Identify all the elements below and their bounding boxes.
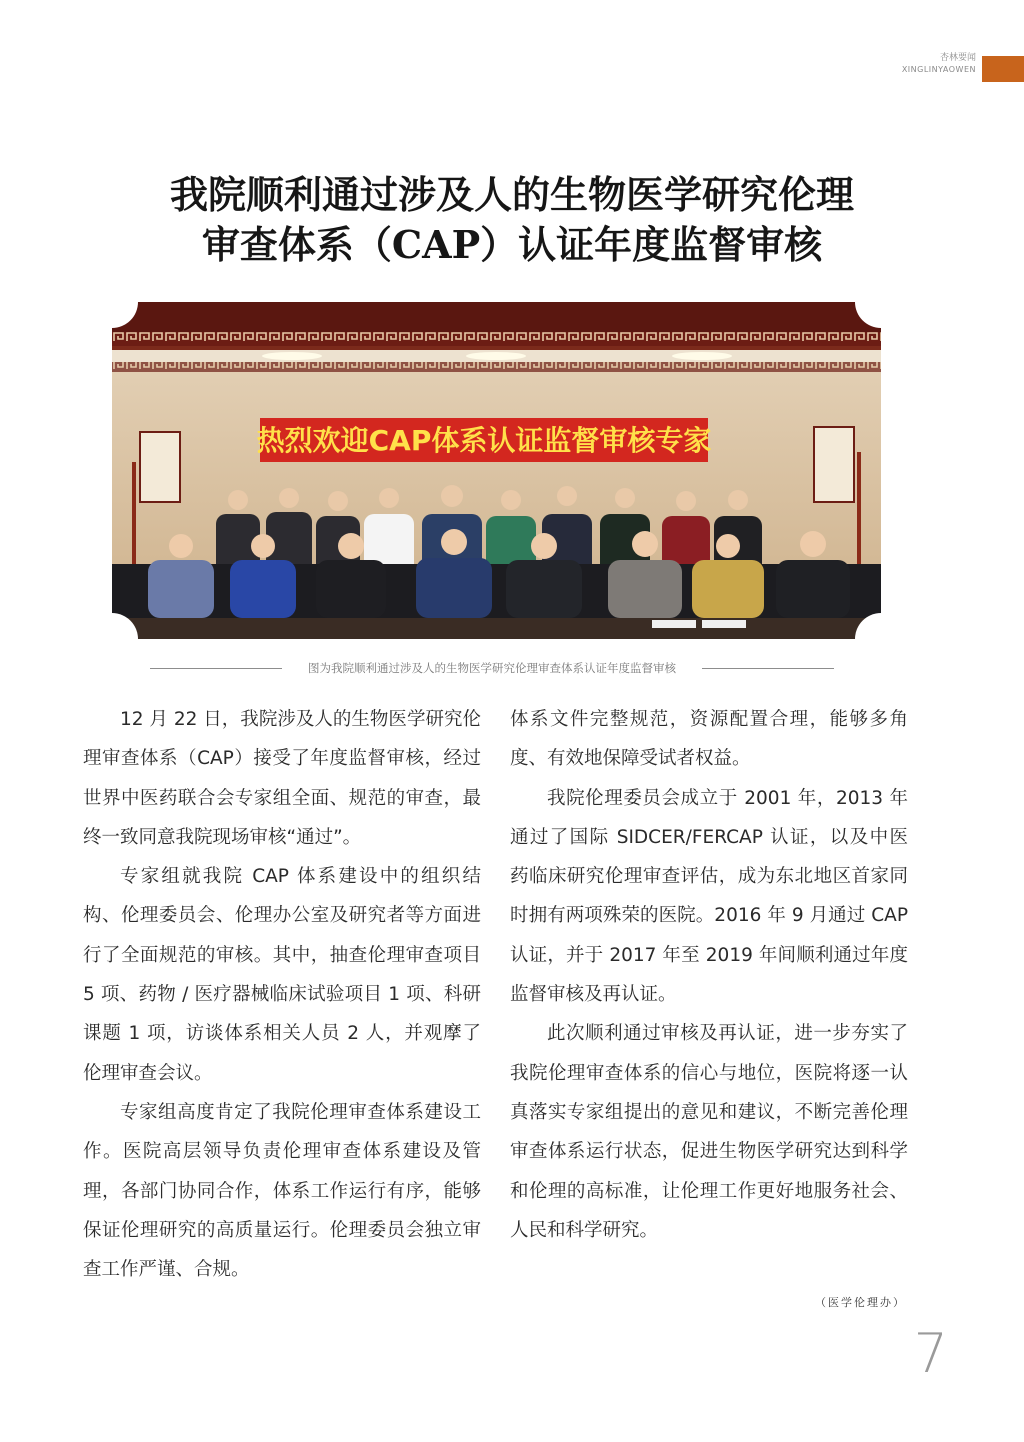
paragraph: 12 月 22 日，我院涉及人的生物医学研究伦理审查体系（CAP）接受了年度监督审核，经过世界中医药联合会专家组全面、规范的审查，最终一致同意我院现场审核“通过”。 xyxy=(83,709,481,848)
paragraph-continued: 体系文件完整规范，资源配置合理，能够多角度、有效地保障受试者权益。 xyxy=(510,709,908,770)
page-number: 7 xyxy=(913,1322,948,1385)
section-accent-bar xyxy=(982,56,1024,82)
caption-rule-right xyxy=(702,668,834,669)
banner-text: 热烈欢迎CAP体系认证监督审核专家 xyxy=(256,424,712,457)
caption-text: 图为我院顺利通过涉及人的生物医学研究伦理审查体系认证年度监督审核 xyxy=(308,661,676,675)
paragraph: 专家组就我院 CAP 体系建设中的组织结构、伦理委员会、伦理办公室及研究者等方面进行了全面规范的审核。其中，抽查伦理审查项目 5 项、药物 / 医疗器械临床试验项目 1 项、科研课题 1 项，访谈体系相关人员 2 人，并观摩了伦理审查会议。 xyxy=(83,866,481,1084)
caption-rule-left xyxy=(150,668,282,669)
body-column-right xyxy=(510,700,908,1250)
paragraph: 此次顺利通过审核及再认证，进一步夯实了我院伦理审查体系的信心与地位，医院将逐一认真落实专家组提出的意见和建议，不断完善伦理审查体系运行状态，促进生物医学研究达到科学和伦理的高标准，让伦理工作更好地服务社会、人民和科学研究。 xyxy=(510,1023,908,1241)
group-photo xyxy=(112,302,881,639)
article-title-line-2: 审查体系（CAP）认证年度监督审核 xyxy=(201,222,823,267)
body-column-left xyxy=(83,700,481,1289)
article-title xyxy=(60,170,964,270)
section-tag xyxy=(902,52,976,76)
author-signature: （医学伦理办） xyxy=(815,1296,906,1309)
photo-caption xyxy=(150,658,834,678)
paragraph: 专家组高度肯定了我院伦理审查体系建设工作。医院高层领导负责伦理审查体系建设及管理，各部门协同合作，体系工作运行有序，能够保证伦理研究的高质量运行。伦理委员会独立审查工作严谨、合规。 xyxy=(83,1101,481,1281)
article-title-line-1: 我院顺利通过涉及人的生物医学研究伦理 xyxy=(169,172,854,217)
paragraph: 我院伦理委员会成立于 2001 年，2013 年通过了国际 SIDCER/FERCAP 认证，以及中医药临床研究伦理审查评估，成为东北地区首家同时拥有两项殊荣的医院。2016 年 9 月通过 CAP 认证，并于 2017 年至 2019 年间顺利通过年度监督审核及再认证。 xyxy=(510,787,908,1006)
section-name-cn: 杏林要闻 xyxy=(939,53,976,63)
section-name-en: XINGLINYAOWEN xyxy=(901,65,976,74)
